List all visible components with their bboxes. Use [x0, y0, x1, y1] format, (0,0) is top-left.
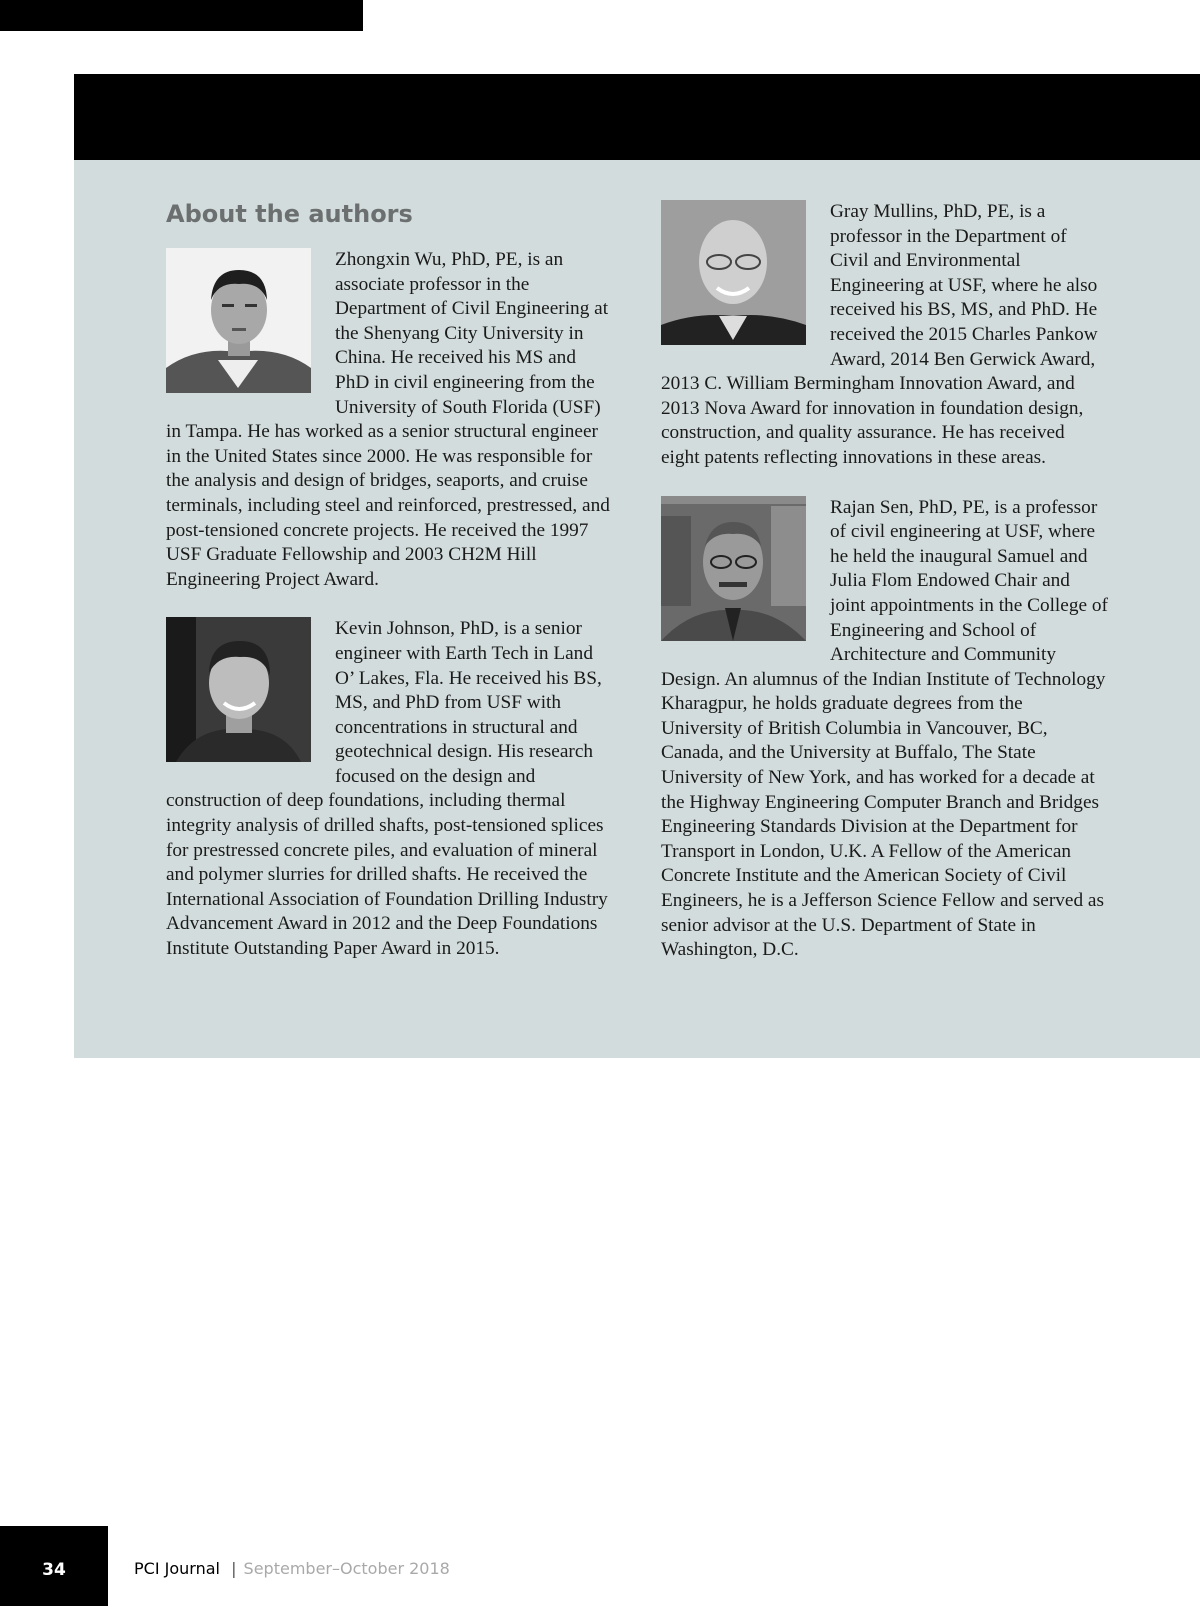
- author-bio-sen-text: Rajan Sen, PhD, PE, is a professor of civil engineering at USF, where he held the inaugural Samuel and Julia Flom Endowed Chair and joint appointments in the College of Engineering and School of Architecture and Community Design. An alumnus of the Indian Institute of Technology Kharagpur, he holds graduate degrees from the University of British Columbia in Vancouver, BC, Canada, and the University at Buffalo, The State University of New York, and has worked for a decade at the Highway Engineering Computer Branch and Bridges Engineering Standards Division at the Department for Transport in London, U.K. A Fellow of the American Concrete Institute and the American Society of Civil Engineers, he is a Jefferson Science Fellow and served as senior advisor at the U.S. Department of State in Washington, D.C.: [661, 496, 1108, 961]
- journal-name: PCI Journal: [134, 1559, 220, 1578]
- running-footer: [134, 1558, 450, 1580]
- author-bio-mullins-text: Gray Mullins, PhD, PE, is a professor in the Department of Civil and Environmental Engineering at USF, where he also received his BS, MS, and PhD. He received the 2015 Charles Pankow Award, 2014 Ben Gerwick Award, 2013 C. William Bermingham Innovation Award, and 2013 Nova Award for innovation in foundation design, construction, and quality assurance. He has received eight patents reflecting innovations in these areas.: [661, 201, 1098, 468]
- author-bio-sen: [661, 496, 1108, 963]
- author-photo-johnson: [166, 617, 311, 762]
- footer-separator: |: [231, 1559, 237, 1578]
- author-photo-mullins: [661, 200, 806, 345]
- author-bio-johnson-text: Kevin Johnson, PhD, is a senior engineer with Earth Tech in Land O’ Lakes, Fla. He received his BS, MS, and PhD from USF with concentrations in structural and geotechnical design. His research focused on the design and construction of deep foundations, including thermal integrity analysis of drilled shafts, post-tensioned splices for prestressed concrete piles, and evaluation of mineral and polymer slurries for drilled shafts. He received the International Association of Foundation Drilling Industry Advancement Award in 2012 and the Deep Foundations Institute Outstanding Paper Award in 2015.: [166, 618, 608, 960]
- issue-date: September–October 2018: [243, 1559, 450, 1578]
- portrait-photo-icon: [166, 617, 311, 762]
- author-bio-johnson: [166, 617, 613, 961]
- author-photo-sen: [661, 496, 806, 641]
- author-bio-wu-text: Zhongxin Wu, PhD, PE, is an associate professor in the Department of Civil Engineering at the Shenyang City University in China. He received his MS and PhD in civil engineering from the University of South Florida (USF) in Tampa. He has worked as a senior structural engineer in the United States since 2000. He was responsible for the analysis and design of bridges, seaports, and cruise terminals, including steel and reinforced, prestressed, and post-tensioned concrete projects. He received the 1997 USF Graduate Fellowship and 2003 CH2M Hill Engineering Project Award.: [166, 249, 610, 590]
- page-number: 34: [42, 1560, 66, 1580]
- top-black-bar: [0, 0, 363, 31]
- left-column: [166, 200, 613, 987]
- right-column: [661, 200, 1108, 988]
- author-bio-mullins: [661, 200, 1108, 471]
- portrait-photo-icon: [661, 200, 806, 345]
- section-title: About the authors: [166, 200, 413, 228]
- author-bio-wu: [166, 248, 613, 592]
- author-photo-wu: [166, 248, 311, 393]
- portrait-photo-icon: [661, 496, 806, 641]
- header-band: [74, 74, 1200, 160]
- portrait-photo-icon: [166, 248, 311, 393]
